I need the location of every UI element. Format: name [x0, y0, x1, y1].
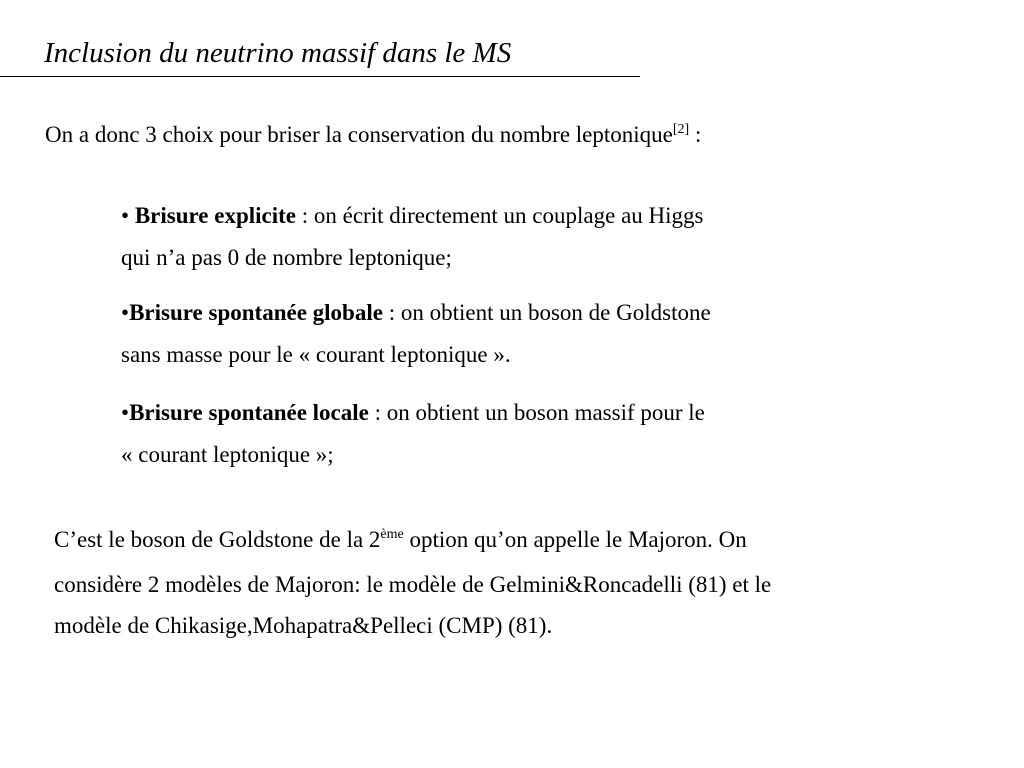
ordinal-superscript: ème — [380, 527, 404, 542]
intro-suffix: : — [689, 122, 702, 147]
bullet-line — [121, 195, 881, 237]
title-underline — [0, 76, 640, 77]
bullet-description: : on écrit directement un couplage au Higgs — [296, 203, 704, 228]
bullet-marker: • — [121, 300, 130, 325]
intro-reference: [2] — [672, 122, 690, 137]
bullet-spontaneous-local — [121, 392, 881, 476]
conclusion-line: modèle de Chikasige,Mohapatra&Pelleci (CMP) (81). — [54, 613, 553, 638]
conclusion-paragraph — [54, 519, 1004, 646]
bullet-marker: • — [121, 203, 135, 228]
conclusion-text: C’est le boson de Goldstone de la 2 — [54, 527, 381, 552]
bullet-term: Brisure explicite — [134, 203, 296, 228]
bullet-line — [121, 392, 881, 434]
bullet-line-continuation: « courant leptonique »; — [121, 442, 334, 467]
bullet-explicit — [121, 195, 881, 279]
conclusion-text: option qu’on appelle le Majoron. On — [403, 527, 747, 552]
bullet-marker: • — [121, 400, 130, 425]
bullet-description: : on obtient un boson de Goldstone — [382, 300, 711, 325]
bullet-term: Brisure spontanée locale — [129, 400, 369, 425]
bullet-description: : on obtient un boson massif pour le — [368, 400, 705, 425]
intro-main: On a donc 3 choix pour briser la conservation du nombre leptonique — [45, 122, 673, 147]
bullet-spontaneous-global — [121, 292, 881, 376]
bullet-term: Brisure spontanée globale — [129, 300, 383, 325]
intro-text — [45, 117, 701, 157]
slide-title: Inclusion du neutrino massif dans le MS — [44, 37, 512, 69]
conclusion-line: considère 2 modèles de Majoron: le modèle de Gelmini&Roncadelli (81) et le — [54, 572, 772, 597]
bullet-line-continuation: qui n’a pas 0 de nombre leptonique; — [121, 245, 452, 270]
bullet-line-continuation: sans masse pour le « courant leptonique ». — [121, 342, 511, 367]
bullet-line — [121, 292, 881, 334]
conclusion-line — [54, 519, 1004, 564]
